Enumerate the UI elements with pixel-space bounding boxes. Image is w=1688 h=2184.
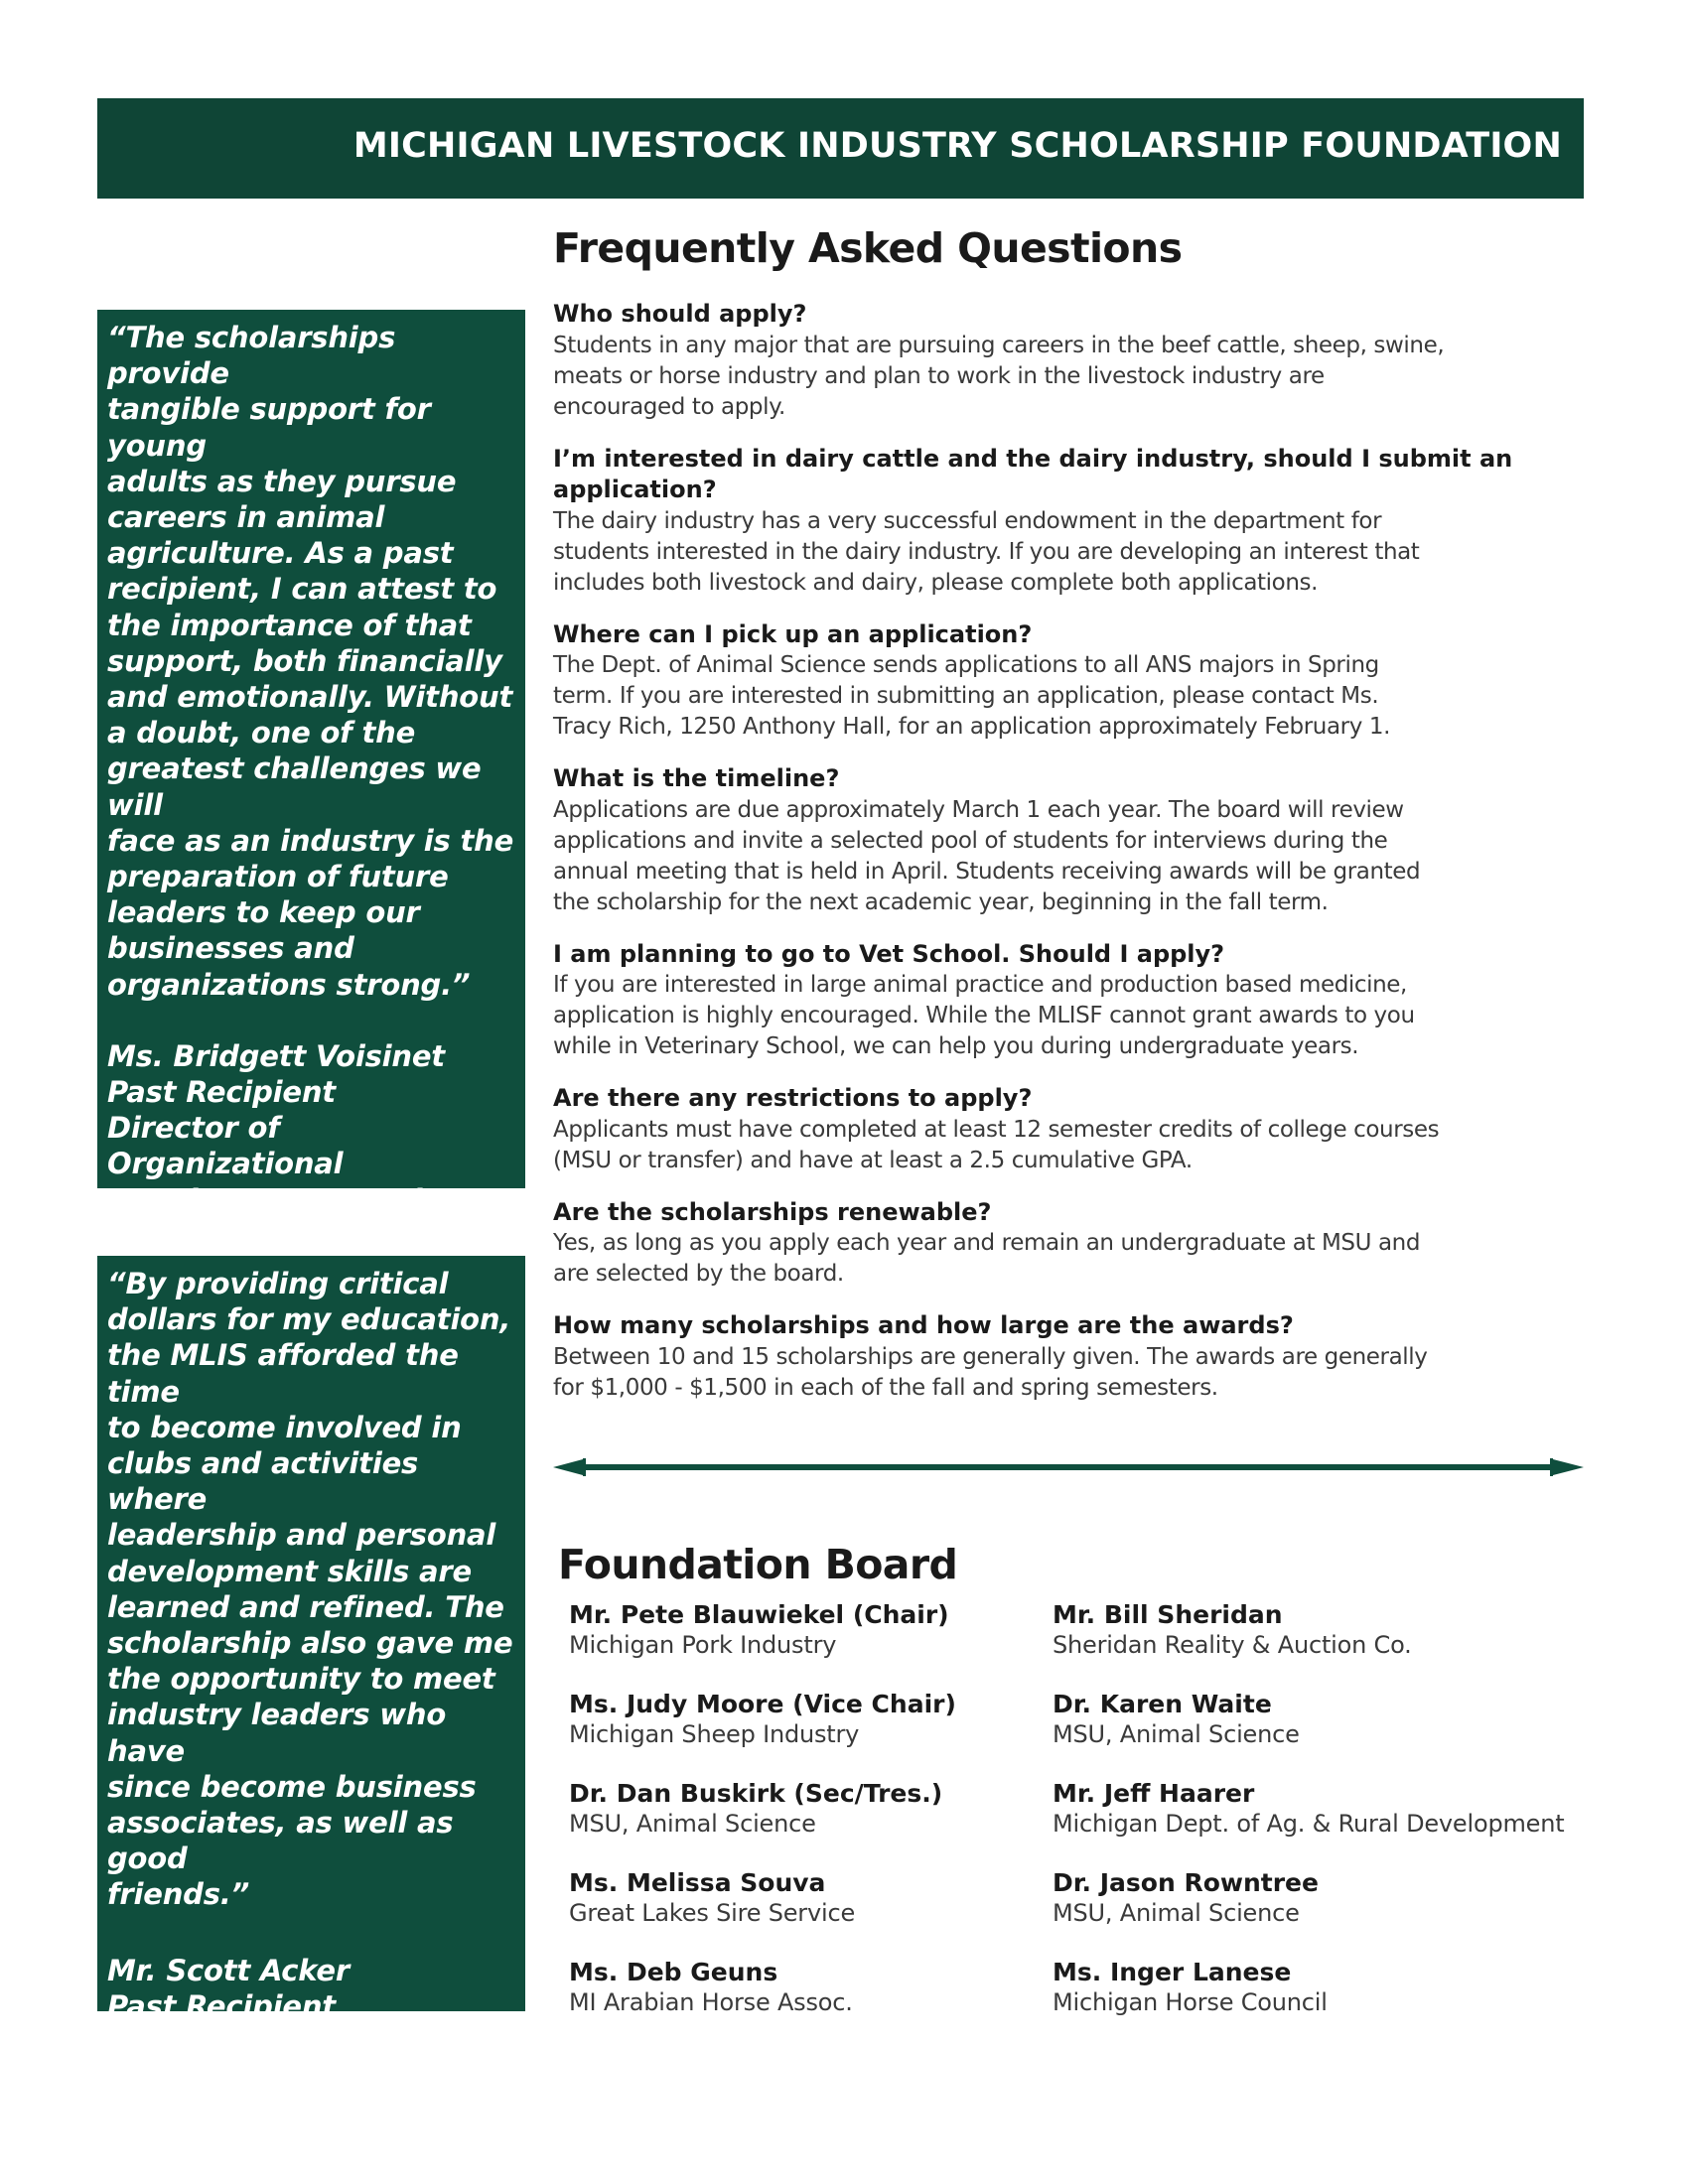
faq-item xyxy=(553,1310,1586,1404)
member-name: Ms. Judy Moore (Vice Chair) xyxy=(569,1690,956,1718)
faq-item xyxy=(553,619,1586,744)
faq-answer: The dairy industry has a very successful endowment in the department for students interested in the dairy industry. If you are developing an interest that includes both livestock and dairy, please complete both applications. xyxy=(553,507,1420,596)
board-heading: Foundation Board xyxy=(558,1541,958,1588)
board-member xyxy=(1053,1599,1564,1689)
faq-item xyxy=(553,444,1586,599)
member-name: Ms. Inger Lanese xyxy=(1053,1958,1292,1986)
board-member xyxy=(569,1867,956,1957)
member-name: Mr. Jeff Haarer xyxy=(1053,1779,1255,1808)
member-organization: Sheridan Reality & Auction Co. xyxy=(1053,1631,1412,1659)
member-organization: Great Lakes Sire Service xyxy=(569,1899,856,1927)
section-divider xyxy=(553,1455,1584,1479)
testimonial-attribution: Ms. Bridgett Voisinet Past Recipient Director of Organizational Development, NorthStar Cooperative, Inc. xyxy=(107,1038,500,1253)
faq-question: What is the timeline? xyxy=(553,764,840,792)
member-name: Dr. Karen Waite xyxy=(1053,1690,1272,1718)
faq-question: Where can I pick up an application? xyxy=(553,619,1033,648)
member-organization: Michigan Pork Industry xyxy=(569,1631,837,1659)
faq-item xyxy=(553,1197,1586,1291)
board-member xyxy=(569,1689,956,1778)
member-organization: Michigan Sheep Industry xyxy=(569,1720,860,1748)
faq-answer: Students in any major that are pursuing careers in the beef cattle, sheep, swine, meats or horse industry and plan to work in the livestock industry are encouraged to apply. xyxy=(553,332,1445,420)
faq-answer: Applications are due approximately March 1 each year. The board will review applications and invite a selected pool of students for interviews during the annual meeting that is held in April. Students receiving awards will be granted the scholarship for the next academic year, beginning in the fall term. xyxy=(553,796,1421,915)
member-name: Mr. Bill Sheridan xyxy=(1053,1600,1283,1629)
member-organization: MSU, Animal Science xyxy=(1053,1899,1300,1927)
testimonial-box xyxy=(97,310,525,1253)
faq-question: Are there any restrictions to apply? xyxy=(553,1084,1033,1112)
board-member xyxy=(569,1778,956,1867)
testimonial-box xyxy=(97,1256,525,2096)
faq-answer: Yes, as long as you apply each year and remain an undergraduate at MSU and are selected by the board. xyxy=(553,1230,1421,1287)
faq-item xyxy=(553,939,1586,1063)
member-organization: MSU, Animal Science xyxy=(569,1810,816,1838)
faq-question: How many scholarships and how large are the awards? xyxy=(553,1311,1294,1339)
faq-item xyxy=(553,299,1586,423)
testimonial-quote: “The scholarships provide tangible support for young adults as they pursue careers in animal agriculture. As a past recipient, I can attest to the importance of that support, both financially and emotionally. Without a doubt, one of the greatest challenges we will face as an industry is the preparation of future leaders to keep our businesses and organizations strong.” xyxy=(107,321,514,1002)
faq-question: Who should apply? xyxy=(553,300,807,328)
board-member xyxy=(1053,1867,1564,1957)
member-name: Dr. Dan Buskirk (Sec/Tres.) xyxy=(569,1779,943,1808)
faq-answer: Applicants must have completed at least 12 semester credits of college courses (MSU or transfer) and have at least a 2.5 cumulative GPA. xyxy=(553,1116,1440,1173)
member-organization: Michigan Horse Council xyxy=(1053,1988,1328,2016)
faq-answer: The Dept. of Animal Science sends applications to all ANS majors in Spring term. If you are interested in submitting an application, please contact Ms. Tracy Rich, 1250 Anthony Hall, for an application approximately February 1. xyxy=(553,652,1390,740)
faq-answer: Between 10 and 15 scholarships are generally given. The awards are generally for $1,000 - $1,500 in each of the fall and spring semesters. xyxy=(553,1343,1428,1401)
board-member xyxy=(1053,1957,1564,2046)
faq-question: I’m interested in dairy cattle and the dairy industry, should I submit an application? xyxy=(553,444,1513,503)
organization-title: MICHIGAN LIVESTOCK INDUSTRY SCHOLARSHIP FOUNDATION xyxy=(352,126,1562,166)
faq-heading: Frequently Asked Questions xyxy=(553,224,1183,272)
board-member xyxy=(569,1957,956,2046)
member-name: Ms. Deb Geuns xyxy=(569,1958,778,1986)
member-name: Mr. Pete Blauwiekel (Chair) xyxy=(569,1600,949,1629)
board-column-right xyxy=(1053,1599,1564,2046)
board-column-left xyxy=(569,1599,956,2046)
member-organization: MSU, Animal Science xyxy=(1053,1720,1300,1748)
header-banner xyxy=(97,98,1584,199)
testimonial-attribution: Mr. Scott Acker Past Recipient Senior Regional Manager, United Producers, Inc. xyxy=(107,1953,517,2096)
faq-question: I am planning to go to Vet School. Should I apply? xyxy=(553,939,1225,968)
board-member xyxy=(1053,1689,1564,1778)
faq-item xyxy=(553,1083,1586,1176)
member-name: Dr. Jason Rowntree xyxy=(1053,1868,1319,1897)
faq-item xyxy=(553,763,1586,918)
member-organization: MI Arabian Horse Assoc. xyxy=(569,1988,853,2016)
faq-answer: If you are interested in large animal practice and production based medicine, application is highly encouraged. While the MLISF cannot grant awards to you while in Veterinary School, we can help you during undergraduate years. xyxy=(553,972,1415,1059)
member-organization: Michigan Dept. of Ag. & Rural Development xyxy=(1053,1810,1565,1838)
faq-question: Are the scholarships renewable? xyxy=(553,1197,992,1226)
member-name: Ms. Melissa Souva xyxy=(569,1868,826,1897)
faq-list xyxy=(553,299,1586,1425)
board-member xyxy=(569,1599,956,1689)
board-member xyxy=(1053,1778,1564,1867)
testimonial-quote: “By providing critical dollars for my education, the MLIS afforded the time to become involved in clubs and activities where leadership and personal development skills are learned and refined. The scholarship also gave me the opportunity to meet industry leaders who have since become business associates, as well as good friends.” xyxy=(107,1267,513,1912)
